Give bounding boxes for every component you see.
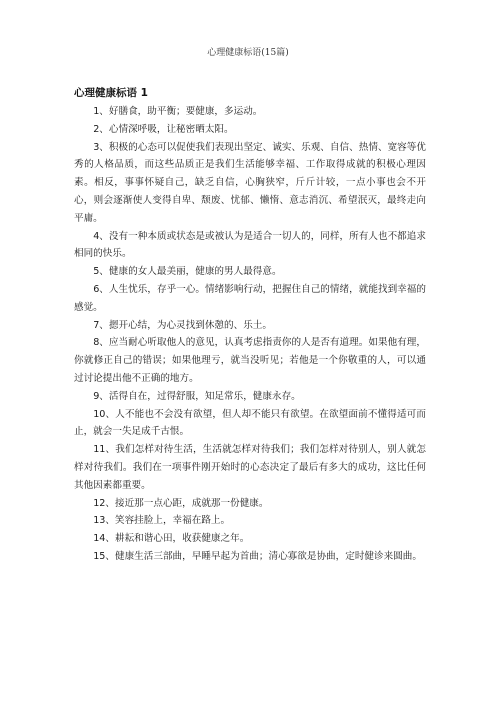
slogan-item-5: 5、健康的女人最美丽，健康的男人最得意。 [93,266,282,278]
slogan-item-6: 6、人生忧乐，存乎一心。情绪影响行动，把握住自己的情绪，就能找到幸福的感觉。 [74,283,426,313]
slogan-item-3: 3、积极的心态可以促使我们表现出坚定、诚实、乐观、自信、热情、宽容等优秀的人格品质，而这些品质正是我们生活能够幸福、工作取得成就的积极心理因素。相反，事事怀疑自己，缺乏自信，心胸狭窄，斤斤计较，一点小事也会不开心，则会逐渐使人变得自卑、颓废、忧郁、懒惰、意志消沉、希望泯灭，最终走向平庸。 [74,141,426,224]
slogan-item-15: 15、健康生活三部曲，早睡早起为首曲；清心寡欲是协曲，定时健诊来圆曲。 [93,550,422,562]
slogan-item-10: 10、人不能也不会没有欲望，但人却不能只有欲望。在欲望面前不懂得适可而止，就会一失足成千古恨。 [74,408,426,438]
slogan-item-2: 2、心情深呼吸，让秘密晒太阳。 [93,123,234,135]
slogan-item-11: 11、我们怎样对待生活，生活就怎样对待我们；我们怎样对待别人，别人就怎样对待我们。我们在一项事件刚开始时的心态决定了最后有多大的成功，这比任何其他因素都重要。 [74,444,426,491]
slogan-item-14: 14、耕耘和谐心田，收获健康之年。 [93,533,250,545]
slogan-item-13: 13、笑容挂脸上，幸福在路上。 [93,515,231,527]
document-body [74,85,426,566]
slogan-item-9: 9、活得自在，过得舒服，知足常乐，健康永存。 [93,390,301,402]
slogan-item-8: 8、应当耐心听取他人的意见，认真考虑指责你的人是否有道理。如果他有理，你就修正自己的错误；如果他理亏，就当没听见；若他是一个你敬重的人，可以通过讨论提出他不正确的地方。 [74,337,426,384]
document-header: 心理健康标语(15篇) [207,48,289,58]
section-title: 心理健康标语 1 [74,87,148,99]
slogan-item-7: 7、摁开心结，为心灵找到休憩的、乐土。 [93,319,272,331]
slogan-item-12: 12、接近那一点心距，成就那一份健康。 [93,497,269,509]
slogan-item-1: 1、好膳食，助平衡；要健康，多运动。 [93,106,263,117]
slogan-item-4: 4、没有一种本质或状态是或被认为是适合一切人的，同样，所有人也不都追求相同的快乐。 [74,230,426,260]
